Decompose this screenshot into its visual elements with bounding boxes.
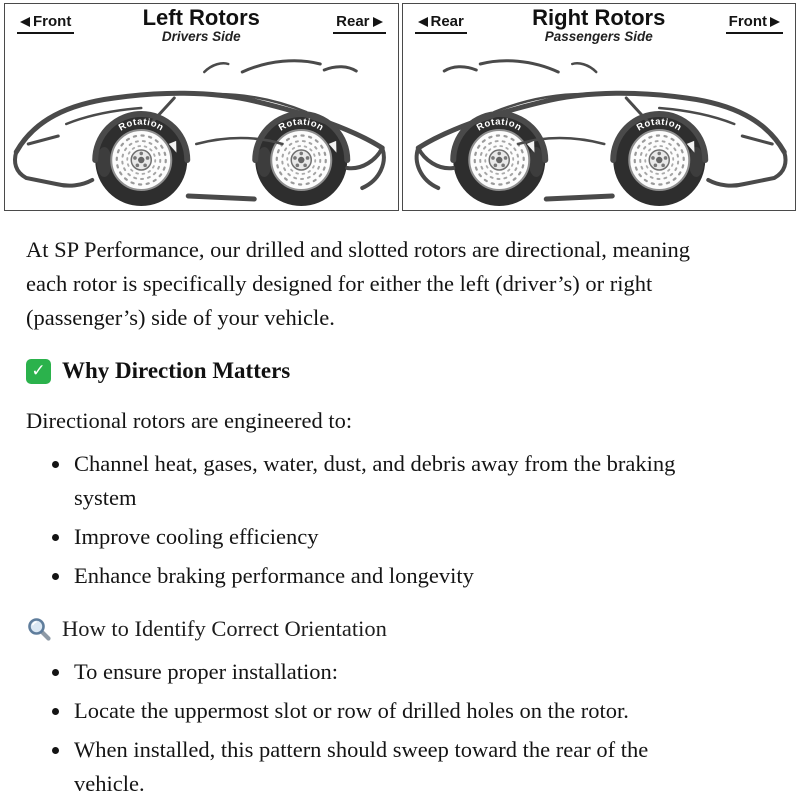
magnifying-glass-icon: [26, 616, 52, 642]
arrow-right-icon: [373, 17, 383, 27]
lead-paragraph: Directional rotors are engineered to:: [26, 408, 353, 434]
left-rotors-panel: [4, 3, 399, 211]
right-car-illustration: [403, 48, 796, 208]
intro-paragraph: At SP Performance, our drilled and slotted rotors are directional, meaning each rotor is specifically designed for either the left (driver’s) or right (passenger’s) side of your vehicle.: [26, 237, 690, 330]
section-heading-why-direction-matters: [26, 358, 774, 384]
list-item: • Locate the uppermost slot or row of drilled holes on the rotor.: [72, 694, 719, 728]
left-car-illustration: [5, 48, 398, 208]
list-item: • Enhance braking performance and longevity: [72, 559, 719, 593]
rear-direction-arrow: [333, 13, 385, 34]
panel-title-text: Left Rotors: [142, 5, 260, 30]
direction-label: Front: [728, 13, 767, 30]
rotation-label: Rotation: [474, 116, 524, 134]
direction-label: Rear: [336, 13, 370, 30]
list-item: • Channel heat, gases, water, dust, and debris away from the braking system: [72, 447, 719, 515]
section-heading-identify-orientation: [26, 616, 774, 642]
list-item: • To ensure proper installation:: [72, 655, 719, 689]
rotation-label: Rotation: [276, 116, 326, 134]
section-heading-text: How to Identify Correct Orientation: [62, 616, 387, 642]
right-rotors-panel: [402, 3, 797, 211]
orientation-bullet-list: [26, 655, 774, 800]
left-panel-header: [5, 4, 398, 48]
direction-label: Front: [33, 13, 72, 30]
right-panel-header: [403, 4, 796, 48]
list-item: • Improve cooling efficiency: [72, 520, 719, 554]
rotation-label: Rotation: [116, 116, 166, 134]
benefits-bullet-list: [26, 447, 774, 592]
panel-title-text: Right Rotors: [532, 5, 666, 30]
rotation-label: Rotation: [634, 116, 684, 134]
check-icon: ✓: [26, 359, 51, 384]
panel-subtitle-text: Drivers Side: [161, 29, 241, 45]
front-direction-arrow: [726, 13, 783, 34]
rotor-direction-diagram: [0, 0, 800, 211]
arrow-right-icon: [770, 17, 780, 27]
panel-subtitle-text: Passengers Side: [544, 29, 653, 45]
direction-label: Rear: [430, 13, 464, 30]
article-body: [0, 211, 800, 800]
section-heading-text: Why Direction Matters: [62, 358, 291, 384]
list-item: • When installed, this pattern should sweep toward the rear of the vehicle.: [72, 733, 719, 800]
